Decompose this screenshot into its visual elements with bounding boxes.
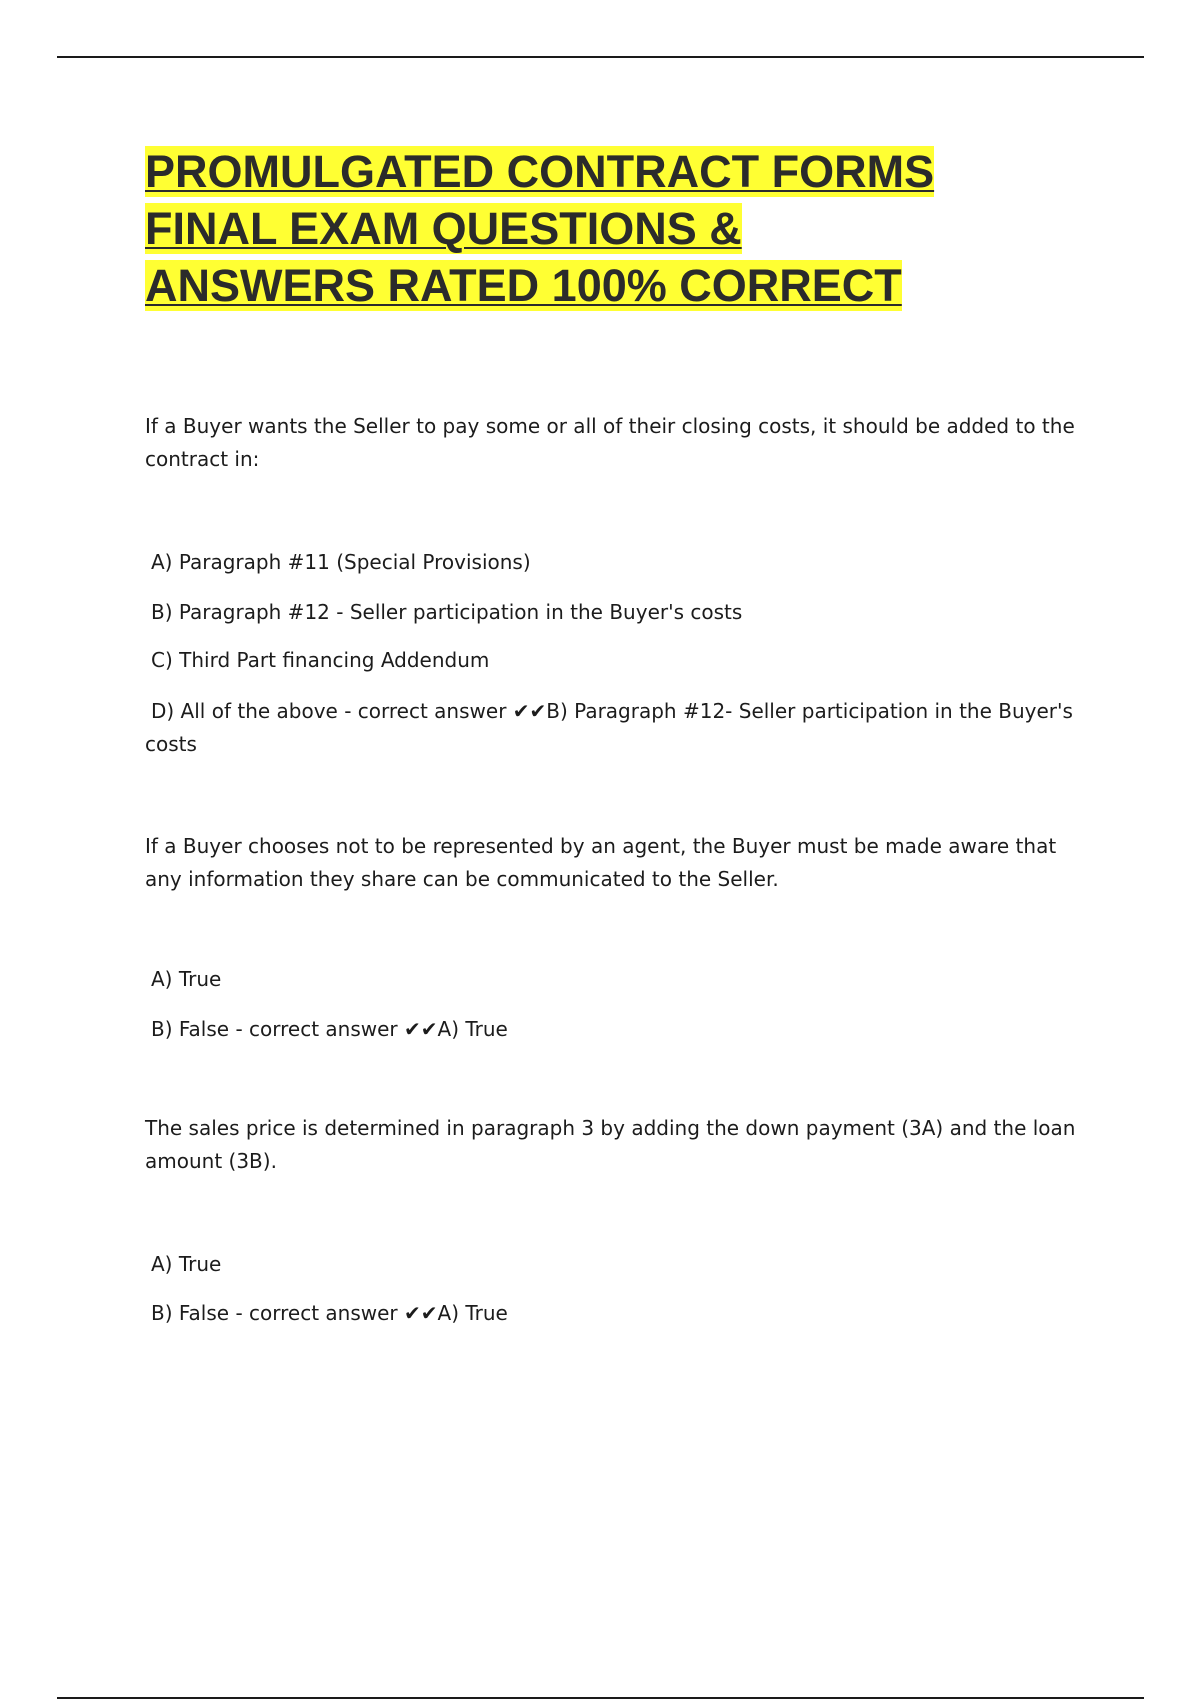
question-3-option-a: A) True [151, 1252, 222, 1276]
bottom-rule [57, 1697, 1144, 1699]
title-line-3: ANSWERS RATED 100% CORRECT [145, 260, 902, 311]
title-line-1: PROMULGATED CONTRACT FORMS [145, 146, 935, 197]
question-2-option-a: A) True [151, 967, 222, 991]
question-2-text: If a Buyer chooses not to be represented by an agent, the Buyer must be made aware that any information they share can be communicated to the Seller. [145, 834, 1057, 891]
document-title [145, 143, 1075, 314]
top-rule [57, 56, 1144, 58]
question-2-option-b-answer: B) False - correct answer ✔✔A) True [151, 1017, 508, 1041]
question-1-option-d-answer: D) All of the above - correct answer ✔✔B) Paragraph #12- Seller participation in the Buyer's costs [145, 699, 1073, 756]
title-line-2: FINAL EXAM QUESTIONS & [145, 203, 742, 254]
question-3-text: The sales price is determined in paragraph 3 by adding the down payment (3A) and the loan amount (3B). [145, 1116, 1076, 1173]
question-1-text: If a Buyer wants the Seller to pay some or all of their closing costs, it should be added to the contract in: [145, 414, 1075, 471]
question-1-option-a: A) Paragraph #11 (Special Provisions) [151, 550, 531, 574]
question-1-option-b: B) Paragraph #12 - Seller participation in the Buyer's costs [151, 600, 743, 624]
question-1-option-c: C) Third Part financing Addendum [151, 648, 490, 672]
question-3-option-b-answer: B) False - correct answer ✔✔A) True [151, 1301, 508, 1325]
